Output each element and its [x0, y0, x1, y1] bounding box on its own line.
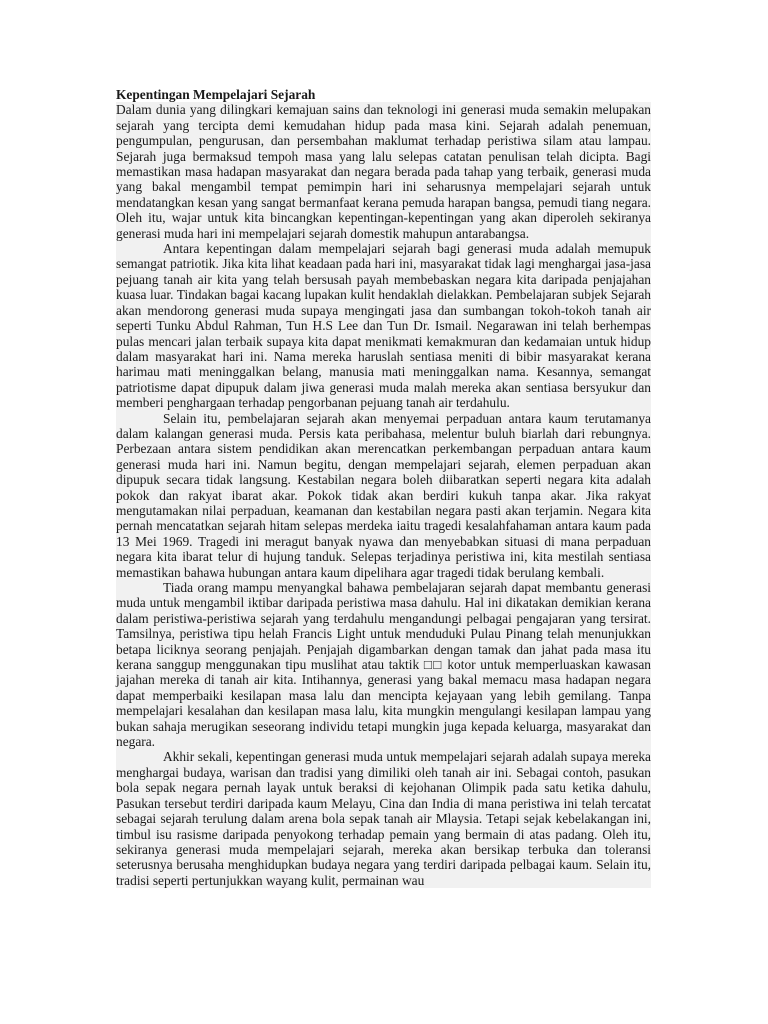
document-title: Kepentingan Mempelajari Sejarah [116, 87, 316, 102]
paragraph-unity: Selain itu, pembelajaran sejarah akan menyemai perpaduan antara kaum terutamanya dalam kalangan generasi muda. Persis kata peribahasa, melentur buluh biarlah dari rebungnya. Perbezaan antara sistem pendidikan akan merencatkan perkembangan perpaduan antara kaum generasi muda hari ini. Namun begitu, dengan mempelajari sejarah, elemen perpaduan akan dipupuk secara tidak langsung. Kestabilan negara boleh diibaratkan seperti negara kita adalah pokok dan rakyat ibarat akar. Pokok tidak akan berdiri kukuh tanpa akar. Jika rakyat mengutamakan nilai perpaduan, keamanan dan kestabilan negara pasti akan terjamin. Negara kita pernah mencatatkan sejarah hitam selepas merdeka iaitu tragedi kesalahfahaman antara kaum pada 13 Mei 1969. Tragedi ini meragut banyak nyawa dan menyebabkan situasi di mana perpaduan negara kita ibarat telur di hujung tanduk. Selepas terjadinya peristiwa ini, kita mestilah sentiasa memastikan bahawa hubungan antara kaum dipelihara agar tragedi tidak berulang kembali. [116, 410, 651, 580]
paragraph-culture: Akhir sekali, kepentingan generasi muda untuk mempelajari sejarah adalah supaya mereka menghargai budaya, warisan dan tradisi yang dimiliki oleh tanah air ini. Sebagai contoh, pasukan bola sepak negara pernah layak untuk beraksi di kejohanan Olimpik pada satu ketika dahulu, Pasukan tersebut terdiri daripada kaum Melayu, Cina dan India di mana peristiwa ini telah tercatat sebagai sejarah terulung dalam arena bola sepak tanah air Mlaysia. Tetapi sejak kebelakangan ini, timbul isu rasisme daripada penyokong terhadap pemain yang bermain di atas padang. Oleh itu, sekiranya generasi muda mempelajari sejarah, mereka akan bersikap terbuka dan toleransi seterusnya berusaha menghidupkan budaya negara yang terdiri daripada pelbagai kaum. Selain itu, tradisi seperti pertunjukkan wayang kulit, permainan wau [116, 749, 651, 888]
paragraph-introduction: Dalam dunia yang dilingkari kemajuan sains dan teknologi ini generasi muda semakin melupakan sejarah yang tercipta demi kemudahan hidup pada masa kini. Sejarah adalah penemuan, pengumpulan, pengurusan, dan persembahan maklumat terhadap peristiwa silam atau lampau. Sejarah juga bermaksud tempoh masa yang lalu selepas catatan penulisan telah dicipta. Bagi memastikan masa hadapan masyarakat dan negara berada pada tahap yang terbaik, generasi muda yang bakal mengambil tempat pemimpin hari ini seharusnya mempelajari sejarah untuk mendatangkan kesan yang sangat bermanfaat kerana pemuda harapan bangsa, pemudi tiang negara. Oleh itu, wajar untuk kita bincangkan kepentingan-kepentingan yang akan diperoleh sekiranya generasi muda hari ini mempelajari sejarah domestik mahupun antarabangsa. [116, 102, 651, 241]
paragraph-lessons: Tiada orang mampu menyangkal bahawa pembelajaran sejarah dapat membantu generasi muda untuk mengambil iktibar daripada peristiwa masa dahulu. Hal ini dikatakan demikian kerana dalam peristiwa-peristiwa sejarah yang terdahulu mengandungi pelbagai pengajaran yang tersirat. Tamsilnya, peristiwa tipu helah Francis Light untuk menduduki Pulau Pinang telah menunjukkan betapa liciknya seorang penjajah. Penjajah digambarkan dengan tamak dan jahat pada masa itu kerana sanggup menggunakan tipu muslihat atau taktik □□ kotor untuk memperluaskan kawasan jajahan mereka di tanah air kita. Intihannya, generasi yang bakal memacu masa hadapan negara dapat memperbaiki kesilapan masa lalu dan mencipta kejayaan yang lebih gemilang. Tanpa mempelajari kesalahan dan kesilapan masa lalu, kita mungkin mengulangi kesilapan lampau yang bukan sahaja merugikan seseorang individu tetapi mungkin juga kepada keluarga, masyarakat dan negara. [116, 580, 651, 750]
document-page [116, 87, 651, 888]
paragraph-patriotism: Antara kepentingan dalam mempelajari sejarah bagi generasi muda adalah memupuk semangat patriotik. Jika kita lihat keadaan pada hari ini, masyarakat tidak lagi menghargai jasa-jasa pejuang tanah air kita yang telah bersusah payah membebaskan negara kita daripada penjajahan kuasa luar. Tindakan bagai kacang lupakan kulit hendaklah dielakkan. Pembelajaran subjek Sejarah akan mendorong generasi muda supaya mengingati jasa dan sumbangan tokoh-tokoh tanah air seperti Tunku Abdul Rahman, Tun H.S Lee dan Tun Dr. Ismail. Negarawan ini telah berhempas pulas mencari jalan terbaik supaya kita dapat menikmati kemakmuran dan kedamaian untuk hidup dalam masyarakat hari ini. Nama mereka haruslah sentiasa meniti di bibir masyarakat kerana harimau mati meninggalkan belang, manusia mati meninggalkan nama. Kesannya, semangat patriotisme dapat dipupuk dalam jiwa generasi muda malah mereka akan sentiasa bersyukur dan memberi penghargaan terhadap pengorbanan pejuang tanah air terdahulu. [116, 241, 651, 411]
